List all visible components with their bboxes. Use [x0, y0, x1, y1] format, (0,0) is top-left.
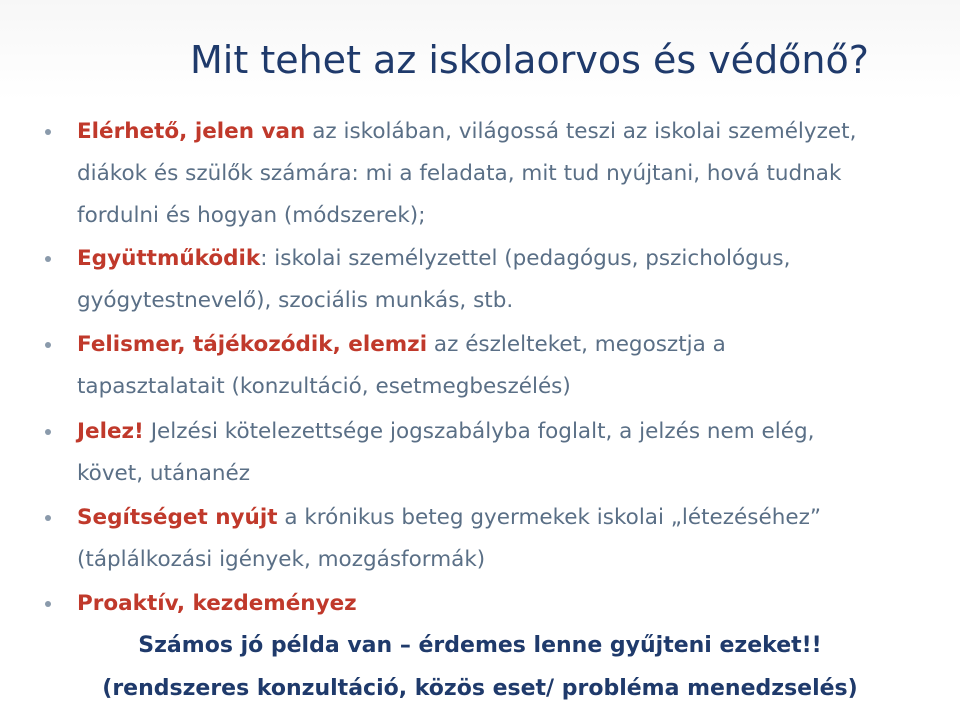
footer-note: Számos jó példa van – érdemes lenne gyűjteni ezeket!!	[138, 633, 822, 658]
bullet-item	[77, 324, 937, 408]
bullet-item	[77, 238, 937, 322]
bullet-item	[77, 583, 937, 625]
bullet-dot-icon	[45, 601, 51, 607]
bullet-highlight: Együttműködik	[77, 246, 261, 271]
bullet-item	[77, 497, 937, 581]
bullet-dot-icon	[45, 515, 51, 521]
bullet-highlight: Elérhető, jelen van	[77, 119, 306, 144]
bullet-text: az iskolában, világossá teszi az iskolai személyzet,	[305, 119, 857, 144]
bullet-highlight: Jelez!	[77, 419, 144, 444]
bullet-text: diákok és szülők számára: mi a feladata, mit tud nyújtani, hová tudnak	[77, 161, 842, 186]
slide-title: Mit tehet az iskolaorvos és védőnő?	[190, 38, 869, 82]
bullet-highlight: Proaktív, kezdeményez	[77, 591, 357, 616]
bullet-dot-icon	[45, 342, 51, 348]
bullet-dot-icon	[45, 429, 51, 435]
bullet-text: gyógytestnevelő), szociális munkás, stb.	[77, 288, 514, 313]
bullet-highlight: Segítséget nyújt	[77, 505, 278, 530]
bullet-text: (táplálkozási igények, mozgásformák)	[77, 547, 486, 572]
bullet-text: az észlelteket, megosztja a	[427, 332, 726, 357]
bullet-text: fordulni és hogyan (módszerek);	[77, 203, 426, 228]
bullet-text: tapasztalatait (konzultáció, esetmegbeszélés)	[77, 374, 571, 399]
bullet-highlight: Felismer, tájékozódik, elemzi	[77, 332, 428, 357]
bullet-dot-icon	[45, 256, 51, 262]
footer-note-detail: (rendszeres konzultáció, közös eset/ probléma menedzselés)	[102, 676, 858, 701]
bullet-text: Jelzési kötelezettsége jogszabályba foglalt, a jelzés nem elég,	[143, 419, 815, 444]
bullet-item	[77, 411, 937, 495]
bullet-text: a krónikus beteg gyermekek iskolai „létezéséhez”	[277, 505, 821, 530]
bullet-item	[77, 111, 937, 237]
bullet-dot-icon	[45, 129, 51, 135]
bullet-text: : iskolai személyzettel (pedagógus, pszichológus,	[260, 246, 791, 271]
bullet-text: követ, utánanéz	[77, 461, 251, 486]
